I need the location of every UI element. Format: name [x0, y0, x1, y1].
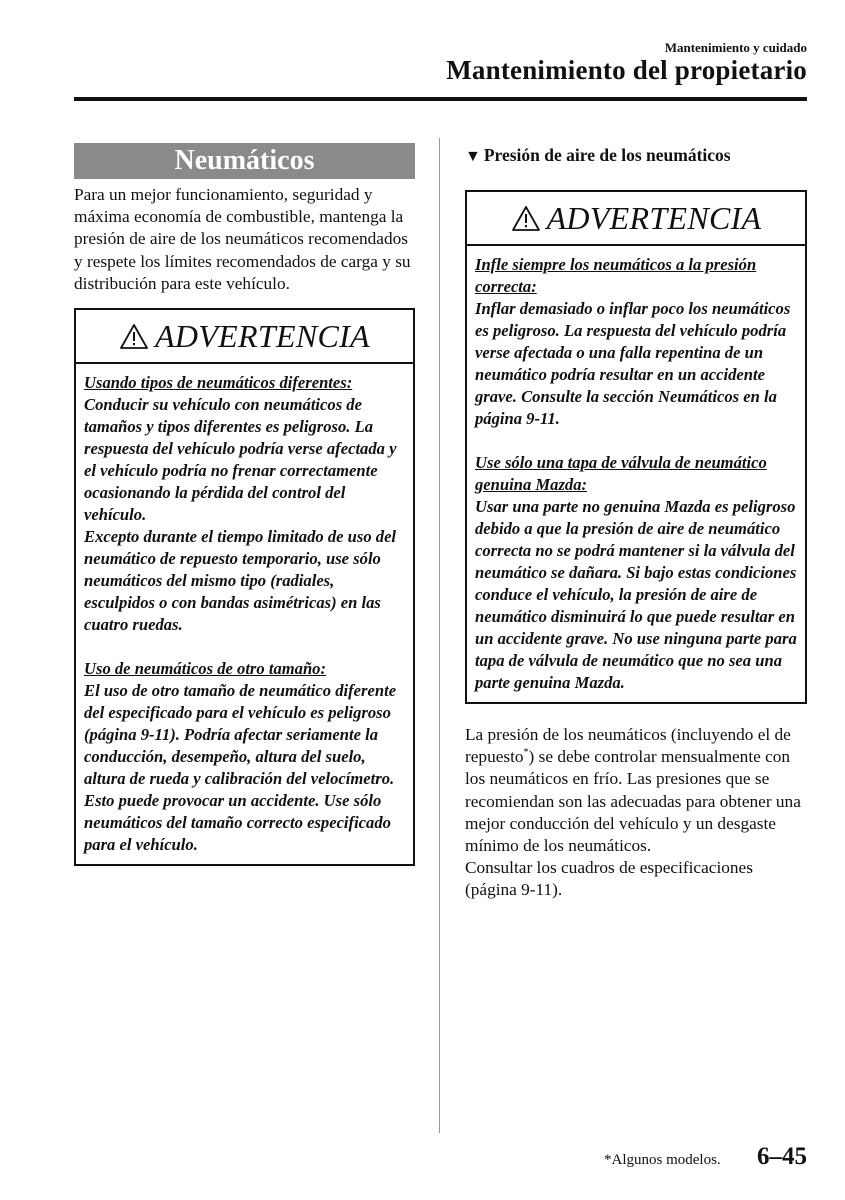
page-title: Mantenimiento del propietario — [446, 55, 807, 85]
section-banner: Neumáticos — [74, 143, 415, 179]
warning-heading: Use sólo una tapa de válvula de neumático genuina Mazda: — [475, 453, 767, 494]
warning-paragraph — [475, 254, 797, 430]
warning-header — [467, 192, 805, 246]
warning-paragraph — [84, 372, 405, 636]
triangle-down-icon: ▼ — [465, 148, 481, 165]
warning-triangle-icon — [119, 323, 149, 350]
header-rule — [74, 97, 807, 101]
warning-text: Excepto durante el tiempo limitado de uso del neumático de repuesto temporario, use sólo neumáticos del mismo tipo (radiales, esculpidos o con bandas asimétricas) en las cuatro ruedas. — [84, 527, 397, 635]
warning-text: Conducir su vehículo con neumáticos de tamaños y tipos diferentes es peligroso. La respuesta del vehículo podría verse afectada y el vehículo podría no frenar correctamente ocasionando la pérdida del control del vehículo. — [84, 395, 397, 525]
footnote: *Algunos modelos. — [604, 1152, 721, 1168]
warning-heading: Uso de neumáticos de otro tamaño: — [84, 659, 326, 679]
warning-box-right — [465, 190, 807, 704]
header-section: Mantenimiento y cuidado — [664, 40, 807, 55]
subsection-heading — [465, 143, 807, 167]
page-number: 6–45 — [757, 1143, 807, 1170]
warning-paragraph — [475, 452, 797, 694]
warning-header — [76, 310, 413, 364]
warning-box-left — [74, 308, 415, 866]
warning-heading: Usando tipos de neumáticos diferentes: — [84, 373, 353, 393]
warning-text: El uso de otro tamaño de neumático diferente del especificado para el vehículo es peligroso (página 9-11). Podría afectar seriamente la conducción, desempeño, altura del suelo, altura de rueda y calibración del velocímetro. Esto puede provocar un accidente. Use sólo neumáticos del tamaño correcto especificado para el vehículo. — [84, 681, 397, 855]
footnote-marker: * — [523, 747, 529, 759]
warning-triangle-icon — [511, 205, 541, 232]
spec-reference-text: Consultar los cuadros de especificaciones (página 9-11). — [465, 858, 753, 900]
intro-text: Para un mejor funcionamiento, seguridad y máxima economía de combustible, mantenga la presión de aire de los neumáticos recomendados y respete los límites recomendados de carga y su distribución para este vehículo. — [74, 185, 411, 293]
warning-title: ADVERTENCIA — [546, 199, 762, 236]
warning-text: Usar una parte no genuina Mazda es peligroso debido a que la presión de aire de neumático correcta no se podrá mantener si la válvula del neumático se dañara. Si bajo estas condiciones conduce el vehículo, la presión de aire de neumático disminuirá lo que puede resultar en un accidente grave. No use ninguna parte para tapa de válvula de neumático que no sea una parte genuina Mazda. — [475, 497, 797, 692]
right-column — [465, 143, 807, 902]
warning-heading: Infle siempre los neumáticos a la presión correcta: — [475, 255, 757, 296]
pressure-text-part: ) se debe controlar mensualmente con los neumáticos en frío. Las presiones que se recomiendan son las adecuadas para obtener una mejor conducción del vehículo y un desgaste mínimo de los neumáticos. — [465, 747, 801, 856]
left-column — [74, 143, 415, 866]
column-divider — [439, 138, 440, 1133]
warning-title: ADVERTENCIA — [155, 317, 370, 354]
warning-body — [76, 364, 413, 864]
subsection-heading-text: Presión de aire de los neumáticos — [483, 145, 731, 165]
warning-body — [467, 246, 805, 702]
warning-text: Inflar demasiado o inflar poco los neumáticos es peligroso. La respuesta del vehículo podría verse afectada o una falla repentina de un neumático podría resultar en un accidente grave. Consulte la sección Neumáticos en la página 9-11. — [475, 299, 791, 428]
pressure-text-part: La presión de los neumáticos (incluyendo el de repuesto — [465, 725, 791, 767]
pressure-text — [465, 724, 807, 902]
warning-paragraph — [84, 658, 405, 856]
